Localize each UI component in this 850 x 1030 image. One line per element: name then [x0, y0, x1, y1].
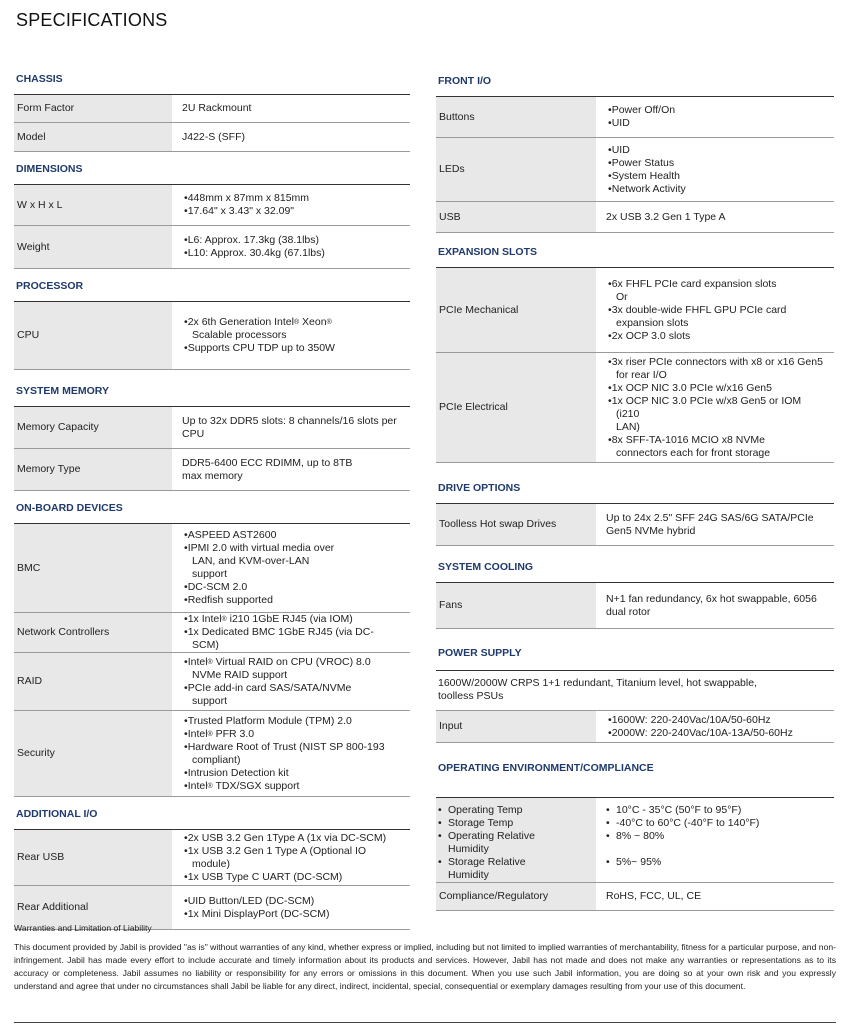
spec-line: • L6: Approx. 17.3kg (38.1lbs) [184, 234, 400, 247]
spec-label: Memory Type [14, 449, 172, 490]
spec-line: • DC-SCM 2.0 [184, 581, 400, 594]
spec-label: Fans [436, 583, 596, 628]
power-supply-section [436, 642, 834, 743]
spec-line: Up to 24x 2.5" SFF 24G SAS/6G SATA/PCIe [606, 511, 814, 524]
spec-line: • Network Activity [608, 183, 824, 196]
spec-label: Rear Additional [14, 886, 172, 929]
section-title: CHASSIS [16, 73, 63, 85]
spec-row-model [14, 123, 410, 152]
spec-line: NVMe RAID support [192, 668, 288, 681]
spec-line: DDR5-6400 ECC RDIMM, up to 8TB [182, 456, 353, 469]
spec-line: • 1600W: 220-240Vac/10A/50-60Hz [608, 714, 824, 727]
system-cooling-section [436, 556, 834, 629]
spec-label: Form Factor [14, 95, 172, 122]
footer-divider [14, 1022, 836, 1023]
spec-line: • 448mm x 87mm x 815mm [184, 192, 400, 205]
spec-value [172, 407, 410, 448]
spec-label: Memory Capacity [14, 407, 172, 448]
spec-line: • 1x USB 3.2 Gen 1 Type A (Optional IO module) [184, 845, 400, 871]
spec-line: • ASPEED AST2600 [184, 529, 400, 542]
spec-value [172, 449, 410, 490]
left-column [14, 62, 410, 930]
section-title: EXPANSION SLOTS [438, 246, 537, 258]
spec-line: expansion slots [616, 316, 689, 329]
spec-line: • 1x OCP NIC 3.0 PCIe w/x16 Gen5 [608, 382, 824, 395]
spec-line: • UID Button/LED (DC-SCM) [184, 895, 400, 908]
spec-line: • 2x OCP 3.0 slots [608, 330, 824, 343]
spec-label: Compliance/Regulatory [436, 883, 596, 910]
expansion-slots-section [436, 241, 834, 463]
spec-row-form-factor [14, 95, 410, 123]
spec-label: LEDs [436, 138, 596, 201]
additional-i-o-section [14, 803, 410, 930]
spec-label: Input [436, 711, 596, 742]
env-label: Storage Relative [448, 856, 526, 868]
spec-value [172, 711, 410, 796]
spec-value [596, 97, 834, 137]
spec-label: Model [14, 123, 172, 151]
footer-title: Warranties and Limitation of Liability [14, 923, 152, 933]
front-i-o-section [436, 70, 834, 233]
spec-label: Weight [14, 226, 172, 268]
spec-row-w-x-h-x-l [14, 185, 410, 226]
spec-line: 2x USB 3.2 Gen 1 Type A [606, 210, 726, 223]
spec-line: • Power Off/On [608, 104, 824, 117]
spec-line: LAN, and KVM-over-LAN [192, 555, 310, 567]
section-title: SYSTEM MEMORY [16, 385, 109, 397]
spec-value [172, 95, 410, 122]
spec-row-compliance [436, 883, 834, 911]
spec-label: W x H x L [14, 185, 172, 225]
spec-value [172, 185, 410, 225]
spec-value: RoHS, FCC, UL, CE [596, 883, 834, 910]
spec-line: • UID [608, 144, 824, 157]
spec-line: • 1x Mini DisplayPort (DC-SCM) [184, 908, 400, 921]
spec-row-fans [436, 583, 834, 629]
spec-line: • Supports CPU TDP up to 350W [184, 342, 400, 355]
spec-line: • 2x 6th Generation Intel® Xeon® [184, 316, 400, 329]
env-label: Storage Temp [448, 817, 514, 829]
spec-line: • 2000W: 220-240Vac/10A-13A/50-60Hz [608, 727, 824, 740]
spec-label: Buttons [436, 97, 596, 137]
spec-value [596, 138, 834, 201]
spec-line: • 6x FHFL PCIe card expansion slots [608, 278, 824, 291]
spec-line: • 17.64" x 3.43" x 32.09" [184, 205, 400, 218]
spec-line: compliant) [192, 753, 241, 766]
section-title: PROCESSOR [16, 280, 84, 292]
spec-value [172, 302, 410, 369]
spec-label: RAID [14, 653, 172, 710]
spec-line: • Intel® TDX/SGX support [184, 780, 400, 793]
footer-text: This document provided by Jabil is provided "as is" without warranties of any kind, whether express or implied, including but not limited to implied warranties of merchantability, fitness for a particular purpose, and non-infringement. Jabil has made every effort to include accurate and timely information about its products and services. However, Jabil has not made and does not make any warranties or representations as to its accuracy or completeness. Jabil assumes no liability or responsibility for any errors or omissions in this document. When you use such Jabil information, you are doing so at your own risk and you expressly understand and agree that under no circumstances shall Jabil be liable for any direct, indirect, incidental, special, consequential or exemplary damages resulting from your use of this document. [14, 942, 836, 991]
spec-label: CPU [14, 302, 172, 369]
chassis-section [14, 68, 410, 152]
spec-line: N+1 fan redundancy, 6x hot swappable, 6056 [606, 592, 817, 605]
spec-line: Up to 32x DDR5 slots: 8 channels/16 slots per [182, 414, 397, 427]
drive-options-section [436, 477, 834, 546]
section-title: ADDITIONAL I/O [16, 808, 98, 820]
spec-line: CPU [182, 427, 205, 440]
spec-row-bmc [14, 524, 410, 613]
spec-line: dual rotor [606, 605, 651, 618]
system-memory-section [14, 380, 410, 491]
spec-row-pcie-electrical [436, 353, 834, 463]
spec-row-weight [14, 226, 410, 269]
spec-row-usb [436, 202, 834, 233]
spec-row-memory-type [14, 449, 410, 491]
spec-row-buttons [436, 97, 834, 138]
spec-label: PCIe Mechanical [436, 268, 596, 352]
spec-value [172, 653, 410, 710]
section-title: FRONT I/O [438, 75, 492, 87]
spec-row-security [14, 711, 410, 797]
power-summary: 1600W/2000W CRPS 1+1 redundant, Titanium level, hot swappable, toolless PSUs [436, 671, 834, 711]
section-title: POWER SUPPLY [438, 647, 522, 659]
env-value: 5%~ 95% [616, 856, 662, 868]
environment-row [436, 798, 834, 883]
spec-row-input [436, 711, 834, 743]
spec-value [172, 226, 410, 268]
spec-line: J422-S (SFF) [182, 130, 246, 143]
spec-value [596, 268, 834, 352]
spec-line: • 3x riser PCIe connectors with x8 or x16 Gen5 [608, 356, 824, 369]
env-value: -40°C to 60°C (-40°F to 140°F) [616, 817, 760, 829]
processor-section [14, 275, 410, 370]
spec-row-raid [14, 653, 410, 711]
spec-line: • 3x double-wide FHFL GPU PCIe card [608, 304, 824, 317]
spec-line: • Hardware Root of Trust (NIST SP 800-193 [184, 741, 400, 754]
spec-line: • 1x USB Type C UART (DC-SCM) [184, 871, 400, 884]
spec-line: • Redfish supported [184, 594, 400, 607]
environment-values: • 10°C - 35°C (50°F to 95°F) • -40°C to 60°C (-40°F to 140°F) • 8% ~ 80% • 5%~ 95% [606, 804, 760, 868]
spec-line: 2U Rackmount [182, 102, 252, 114]
spec-line: • Power Status [608, 157, 824, 170]
spec-line: • UID [608, 117, 824, 130]
spec-line: • 2x USB 3.2 Gen 1Type A (1x via DC-SCM) [184, 832, 400, 845]
spec-value [172, 524, 410, 612]
spec-value [596, 583, 834, 628]
section-title: DIMENSIONS [16, 163, 83, 175]
spec-value [172, 123, 410, 151]
env-label: Operating Temp [448, 804, 523, 816]
spec-line: • PCIe add-in card SAS/SATA/NVMe [184, 682, 400, 695]
spec-line: • IPMI 2.0 with virtual media over [184, 542, 400, 555]
env-label: Humidity [448, 843, 489, 855]
dimensions-section [14, 158, 410, 269]
spec-line: • L10: Approx. 30.4kg (67.1lbs) [184, 247, 400, 260]
spec-line: • 1x OCP NIC 3.0 PCIe w/x8 Gen5 or IOM (i210 [608, 395, 824, 421]
spec-line: max memory [182, 469, 243, 482]
spec-line: Gen5 NVMe hybrid [606, 524, 696, 537]
section-title: ON-BOARD DEVICES [16, 502, 123, 514]
spec-row-memory-capacity [14, 407, 410, 449]
spec-row-rear-usb [14, 830, 410, 886]
spec-value [596, 353, 834, 462]
section-title: DRIVE OPTIONS [438, 482, 521, 494]
spec-line: • Trusted Platform Module (TPM) 2.0 [184, 715, 400, 728]
spec-line: • System Health [608, 170, 824, 183]
footer [14, 922, 836, 993]
section-title: SYSTEM COOLING [438, 561, 534, 573]
spec-row-toolless-hot-swap-drives [436, 504, 834, 546]
spec-row-cpu [14, 302, 410, 370]
spec-line: • 8x SFF-TA-1016 MCIO x8 NVMe [608, 434, 824, 447]
on-board-devices-section [14, 497, 410, 797]
env-value: 8% ~ 80% [616, 830, 665, 842]
spec-line: connectors each for front storage [616, 446, 771, 459]
spec-line: • Intel® Virtual RAID on CPU (VROC) 8.0 [184, 656, 400, 669]
spec-value [172, 830, 410, 885]
environment-section [436, 757, 834, 911]
spec-line: • 1x Intel® i210 1GbE RJ45 (via IOM) [184, 613, 400, 626]
spec-line: • 1x Dedicated BMC 1GbE RJ45 (via DC-SCM) [184, 626, 400, 652]
env-label: Operating Relative [448, 830, 535, 842]
spec-row-pcie-mechanical [436, 268, 834, 353]
spec-line: support [192, 694, 228, 707]
spec-label: BMC [14, 524, 172, 612]
spec-label: Toolless Hot swap Drives [436, 504, 596, 545]
spec-line: Scalable processors [192, 329, 287, 341]
spec-value [596, 202, 834, 232]
spec-label: PCIe Electrical [436, 353, 596, 462]
spec-label: USB [436, 202, 596, 232]
spec-value [596, 504, 834, 545]
spec-label: Security [14, 711, 172, 796]
spec-value [596, 711, 834, 742]
environment-labels: • Operating Temp • Storage Temp • Operating Relative Humidity • Storage Relative Humidity [436, 798, 596, 882]
spec-value [172, 613, 410, 652]
spec-label: Rear USB [14, 830, 172, 885]
spec-line: • Intrusion Detection kit [184, 767, 400, 780]
spec-label: Network Controllers [14, 613, 172, 652]
spec-line: support [192, 568, 228, 580]
page-title: SPECIFICATIONS [16, 10, 168, 30]
spec-row-network-controllers [14, 613, 410, 653]
env-label: Humidity [448, 869, 489, 881]
spec-line: • Intel® PFR 3.0 [184, 728, 400, 741]
spec-row-leds [436, 138, 834, 202]
spec-line: for rear I/O [616, 368, 667, 381]
right-column [436, 62, 834, 911]
section-title: OPERATING ENVIRONMENT/COMPLIANCE [438, 762, 654, 774]
env-value: 10°C - 35°C (50°F to 95°F) [616, 804, 742, 816]
spec-line: LAN) [616, 420, 640, 433]
spec-line: Or [616, 290, 628, 303]
